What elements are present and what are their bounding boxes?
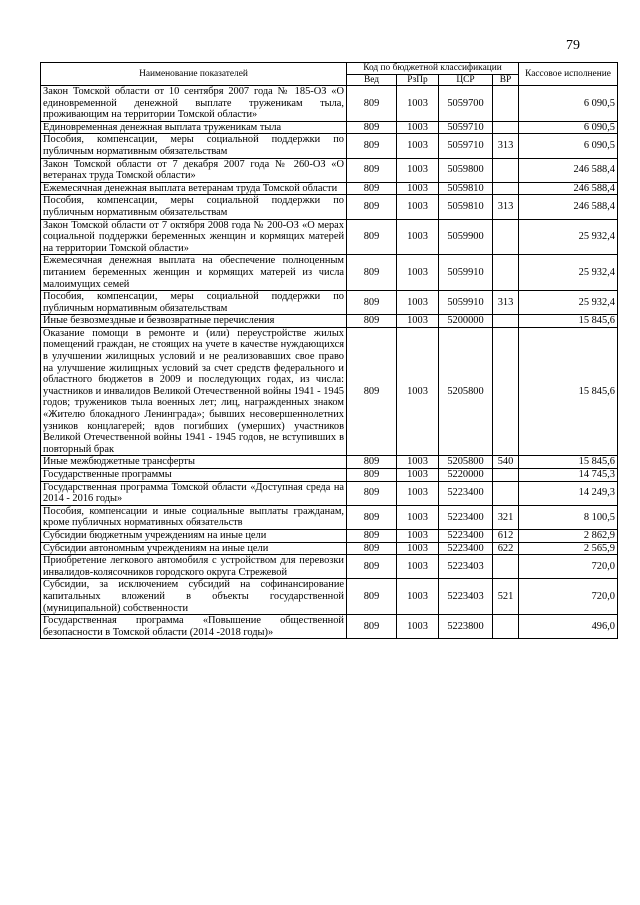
row-amount: 246 588,4 (519, 158, 618, 182)
row-rzpr: 1003 (397, 579, 439, 615)
table-row (41, 555, 618, 579)
row-csr: 5223403 (439, 579, 493, 615)
row-ved: 809 (347, 121, 397, 134)
row-csr: 5059800 (439, 158, 493, 182)
row-name: Пособия, компенсации и иные социальные выплаты гражданам, кроме публичных нормативных обязательств (41, 505, 347, 529)
row-amount: 25 932,4 (519, 219, 618, 255)
row-ved: 809 (347, 481, 397, 505)
table-row (41, 134, 618, 158)
row-csr: 5200000 (439, 315, 493, 328)
row-ved: 809 (347, 505, 397, 529)
row-name: Оказание помощи в ремонте и (или) переустройстве жилых помещений граждан, не стоящих на учете в качестве нуждающихся в улучшении жилищных условий и не реализовавших свое право на улучшение жилищных условий за счет средств федерального и областного бюджетов в 2009 и последующих годах, из числа: участников и инвалидов Великой Отечественной войны 1941 - 1945 годов; тружеников тыла военных лет; лиц, награжденных знаком «Жителю блокадного Ленинграда»; бывших несовершеннолетних узников концлагерей; вдов погибших (умерших) участников Великой Отечественной войны 1941 - 1945 годов, не вступивших в повторный брак (41, 327, 347, 456)
row-amount: 720,0 (519, 579, 618, 615)
row-rzpr: 1003 (397, 456, 439, 469)
row-ved: 809 (347, 315, 397, 328)
table-row (41, 481, 618, 505)
row-name: Иные межбюджетные трансферты (41, 456, 347, 469)
row-amount: 2 862,9 (519, 529, 618, 542)
table-row (41, 505, 618, 529)
row-ved: 809 (347, 86, 397, 122)
row-vr: 313 (493, 291, 519, 315)
table-row (41, 195, 618, 219)
row-amount: 246 588,4 (519, 195, 618, 219)
table-row (41, 86, 618, 122)
row-rzpr: 1003 (397, 315, 439, 328)
row-ved: 809 (347, 182, 397, 195)
row-amount: 8 100,5 (519, 505, 618, 529)
row-amount: 6 090,5 (519, 121, 618, 134)
header-rzpr: РзПр (397, 74, 439, 86)
row-vr (493, 481, 519, 505)
table-row (41, 615, 618, 639)
table-row (41, 456, 618, 469)
table-row (41, 529, 618, 542)
row-amount: 6 090,5 (519, 134, 618, 158)
row-ved: 809 (347, 291, 397, 315)
row-rzpr: 1003 (397, 219, 439, 255)
header-name: Наименование показателей (41, 63, 347, 86)
row-ved: 809 (347, 327, 397, 456)
table-row (41, 121, 618, 134)
row-rzpr: 1003 (397, 555, 439, 579)
row-csr: 5223400 (439, 505, 493, 529)
row-vr (493, 555, 519, 579)
row-name: Субсидии автономным учреждениям на иные цели (41, 542, 347, 555)
row-ved: 809 (347, 615, 397, 639)
table-row (41, 469, 618, 482)
row-ved: 809 (347, 555, 397, 579)
row-rzpr: 1003 (397, 158, 439, 182)
row-name: Закон Томской области от 10 сентября 2007 года № 185-ОЗ «О единовременной денежной выплате труженикам тыла, проживающим на территории Томской области» (41, 86, 347, 122)
row-amount: 15 845,6 (519, 327, 618, 456)
row-name: Субсидии бюджетным учреждениям на иные цели (41, 529, 347, 542)
header-amount: Кассовое исполнение (519, 63, 618, 86)
row-rzpr: 1003 (397, 121, 439, 134)
row-csr: 5059910 (439, 291, 493, 315)
row-name: Пособия, компенсации, меры социальной поддержки по публичным нормативным обязательствам (41, 195, 347, 219)
row-vr: 321 (493, 505, 519, 529)
table-body (41, 86, 618, 639)
row-name: Государственная программа Томской области «Доступная среда на 2014 - 2016 годы» (41, 481, 347, 505)
header-ved: Вед (347, 74, 397, 86)
row-name: Единовременная денежная выплата труженикам тыла (41, 121, 347, 134)
row-amount: 6 090,5 (519, 86, 618, 122)
table-row (41, 255, 618, 291)
row-rzpr: 1003 (397, 291, 439, 315)
row-vr (493, 219, 519, 255)
row-rzpr: 1003 (397, 615, 439, 639)
row-rzpr: 1003 (397, 195, 439, 219)
table-row (41, 182, 618, 195)
row-csr: 5059700 (439, 86, 493, 122)
row-rzpr: 1003 (397, 182, 439, 195)
row-vr (493, 86, 519, 122)
row-vr: 622 (493, 542, 519, 555)
row-vr: 521 (493, 579, 519, 615)
row-amount: 25 932,4 (519, 291, 618, 315)
row-vr (493, 182, 519, 195)
row-name: Ежемесячная денежная выплата на обеспечение полноценным питанием беременных женщин и кормящих матерей из числа малоимущих семей (41, 255, 347, 291)
row-name: Государственная программа «Повышение общественной безопасности в Томской области (2014 -2018 годы)» (41, 615, 347, 639)
row-vr: 313 (493, 195, 519, 219)
row-csr: 5059810 (439, 195, 493, 219)
table-row (41, 291, 618, 315)
row-amount: 246 588,4 (519, 182, 618, 195)
row-rzpr: 1003 (397, 542, 439, 555)
row-csr: 5059900 (439, 219, 493, 255)
row-rzpr: 1003 (397, 327, 439, 456)
row-amount: 25 932,4 (519, 255, 618, 291)
row-ved: 809 (347, 255, 397, 291)
row-rzpr: 1003 (397, 86, 439, 122)
row-ved: 809 (347, 579, 397, 615)
row-csr: 5059810 (439, 182, 493, 195)
table-row (41, 158, 618, 182)
row-vr (493, 315, 519, 328)
row-name: Государственные программы (41, 469, 347, 482)
row-csr: 5223400 (439, 529, 493, 542)
row-name: Приобретение легкового автомобиля с устройством для перевозки инвалидов-колясочников городского округа Стрежевой (41, 555, 347, 579)
table-row (41, 327, 618, 456)
row-vr: 313 (493, 134, 519, 158)
row-name: Ежемесячная денежная выплата ветеранам труда Томской области (41, 182, 347, 195)
row-csr: 5205800 (439, 456, 493, 469)
row-csr: 5223403 (439, 555, 493, 579)
row-ved: 809 (347, 542, 397, 555)
row-csr: 5223400 (439, 542, 493, 555)
row-name: Закон Томской области от 7 октября 2008 года № 200-ОЗ «О мерах социальной поддержки беременных женщин и кормящих матерей на территории Томской области» (41, 219, 347, 255)
row-rzpr: 1003 (397, 481, 439, 505)
row-name: Иные безвозмездные и безвозвратные перечисления (41, 315, 347, 328)
row-amount: 2 565,9 (519, 542, 618, 555)
table-row (41, 542, 618, 555)
row-ved: 809 (347, 219, 397, 255)
row-csr: 5059710 (439, 134, 493, 158)
table-row (41, 579, 618, 615)
header-csr: ЦСР (439, 74, 493, 86)
budget-table (40, 62, 618, 639)
row-rzpr: 1003 (397, 134, 439, 158)
row-vr (493, 615, 519, 639)
header-code-group: Код по бюджетной классификации (347, 63, 519, 75)
row-csr: 5059710 (439, 121, 493, 134)
row-name: Субсидии, за исключением субсидий на софинансирование капитальных вложений в объекты государственной (муниципальной) собственности (41, 579, 347, 615)
row-ved: 809 (347, 456, 397, 469)
row-ved: 809 (347, 469, 397, 482)
table-row (41, 315, 618, 328)
row-name: Пособия, компенсации, меры социальной поддержки по публичным нормативным обязательствам (41, 291, 347, 315)
row-vr (493, 469, 519, 482)
row-ved: 809 (347, 195, 397, 219)
row-ved: 809 (347, 158, 397, 182)
row-amount: 720,0 (519, 555, 618, 579)
row-vr (493, 327, 519, 456)
row-vr (493, 121, 519, 134)
row-amount: 15 845,6 (519, 315, 618, 328)
row-vr (493, 158, 519, 182)
row-vr: 540 (493, 456, 519, 469)
row-amount: 14 249,3 (519, 481, 618, 505)
page-number: 79 (566, 38, 580, 53)
row-vr (493, 255, 519, 291)
row-vr: 612 (493, 529, 519, 542)
row-rzpr: 1003 (397, 255, 439, 291)
row-rzpr: 1003 (397, 505, 439, 529)
row-amount: 15 845,6 (519, 456, 618, 469)
row-csr: 5223400 (439, 481, 493, 505)
row-csr: 5220000 (439, 469, 493, 482)
row-amount: 496,0 (519, 615, 618, 639)
row-rzpr: 1003 (397, 529, 439, 542)
row-ved: 809 (347, 529, 397, 542)
row-csr: 5059910 (439, 255, 493, 291)
row-csr: 5223800 (439, 615, 493, 639)
row-rzpr: 1003 (397, 469, 439, 482)
row-csr: 5205800 (439, 327, 493, 456)
header-vr: ВР (493, 74, 519, 86)
row-name: Закон Томской области от 7 декабря 2007 года № 260-ОЗ «О ветеранах труда Томской области» (41, 158, 347, 182)
row-ved: 809 (347, 134, 397, 158)
table-row (41, 219, 618, 255)
row-amount: 14 745,3 (519, 469, 618, 482)
row-name: Пособия, компенсации, меры социальной поддержки по публичным нормативным обязательствам (41, 134, 347, 158)
table-header (41, 63, 618, 86)
